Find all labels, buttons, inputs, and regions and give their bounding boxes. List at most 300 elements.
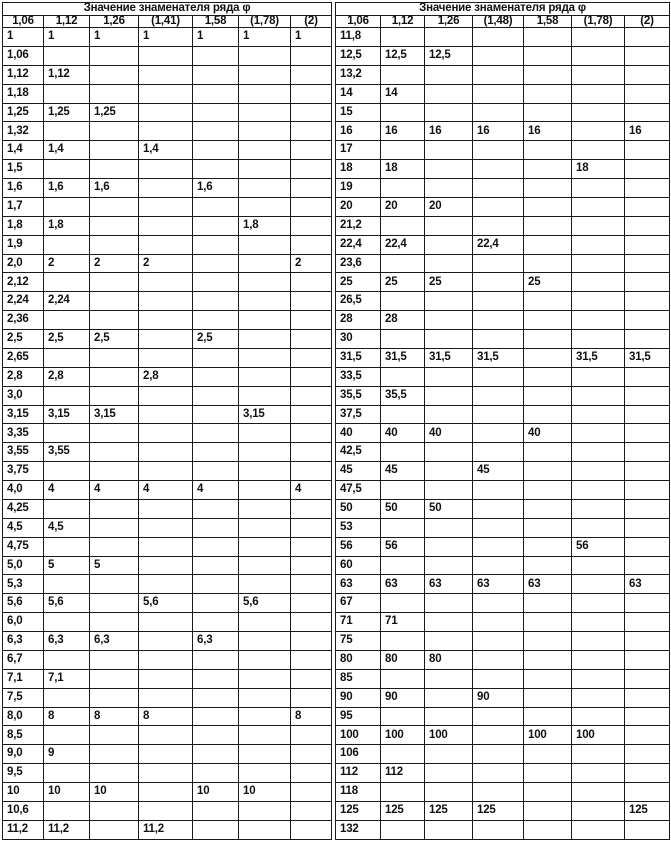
table-cell <box>625 745 670 764</box>
table-cell <box>473 443 524 462</box>
table-cell <box>524 801 572 820</box>
table-cell <box>90 273 139 292</box>
table-cell <box>425 179 473 198</box>
table-cell: 118 <box>336 783 381 802</box>
right-column-header: (1,48) <box>473 15 524 28</box>
table-cell <box>425 594 473 613</box>
table-cell <box>572 820 625 839</box>
table-cell <box>139 330 193 349</box>
table-cell: 1,5 <box>3 160 44 179</box>
right-table-row <box>336 348 670 367</box>
table-cell <box>381 481 425 500</box>
table-cell <box>139 311 193 330</box>
table-cell <box>625 443 670 462</box>
table-cell: 1,6 <box>44 179 90 198</box>
left-table-row <box>3 518 332 537</box>
table-cell <box>572 650 625 669</box>
table-cell <box>291 783 332 802</box>
table-cell: 125 <box>425 801 473 820</box>
table-cell <box>193 537 239 556</box>
table-cell <box>425 235 473 254</box>
left-table-row <box>3 613 332 632</box>
table-cell <box>381 783 425 802</box>
table-cell: 4 <box>193 481 239 500</box>
table-cell <box>90 197 139 216</box>
table-cell <box>625 405 670 424</box>
table-cell <box>524 518 572 537</box>
table-cell: 5 <box>90 556 139 575</box>
table-cell: 3,0 <box>3 386 44 405</box>
table-cell <box>139 669 193 688</box>
table-cell: 112 <box>336 764 381 783</box>
table-cell: 31,5 <box>625 348 670 367</box>
table-cell <box>291 613 332 632</box>
table-cell: 2,8 <box>3 367 44 386</box>
table-cell <box>473 386 524 405</box>
table-cell <box>425 764 473 783</box>
table-cell: 71 <box>336 613 381 632</box>
table-cell <box>425 443 473 462</box>
table-cell: 14 <box>336 84 381 103</box>
table-cell <box>239 575 291 594</box>
table-cell <box>239 160 291 179</box>
table-cell <box>44 764 90 783</box>
left-table-row <box>3 28 332 47</box>
table-cell: 31,5 <box>425 348 473 367</box>
table-cell <box>572 141 625 160</box>
table-cell: 4,75 <box>3 537 44 556</box>
table-cell <box>572 499 625 518</box>
table-cell <box>239 726 291 745</box>
table-cell: 3,15 <box>3 405 44 424</box>
table-cell: 1 <box>291 28 332 47</box>
table-cell <box>291 443 332 462</box>
table-cell <box>139 783 193 802</box>
table-cell <box>193 688 239 707</box>
table-cell: 67 <box>336 594 381 613</box>
table-cell <box>291 348 332 367</box>
right-table-row <box>336 575 670 594</box>
table-cell <box>139 801 193 820</box>
table-cell <box>291 726 332 745</box>
table-cell <box>291 820 332 839</box>
table-cell <box>524 160 572 179</box>
table-cell <box>291 424 332 443</box>
table-cell: 10,6 <box>3 801 44 820</box>
right-table-row <box>336 197 670 216</box>
table-cell <box>291 235 332 254</box>
table-cell <box>524 820 572 839</box>
table-cell <box>425 783 473 802</box>
table-cell <box>524 783 572 802</box>
table-cell: 8,0 <box>3 707 44 726</box>
table-cell <box>625 235 670 254</box>
table-cell <box>44 160 90 179</box>
table-cell <box>425 669 473 688</box>
table-cell <box>473 28 524 47</box>
table-cell <box>193 556 239 575</box>
table-cell <box>625 311 670 330</box>
table-cell: 10 <box>3 783 44 802</box>
table-cell <box>291 122 332 141</box>
table-cell <box>425 688 473 707</box>
table-cell <box>625 367 670 386</box>
table-cell: 2 <box>139 254 193 273</box>
table-cell <box>139 726 193 745</box>
table-cell <box>193 160 239 179</box>
table-cell <box>139 179 193 198</box>
left-column-header: (2) <box>291 15 332 28</box>
table-cell: 1,4 <box>44 141 90 160</box>
table-cell: 1,9 <box>3 235 44 254</box>
table-cell <box>90 386 139 405</box>
table-cell: 1,32 <box>3 122 44 141</box>
right-table-row <box>336 367 670 386</box>
table-cell <box>625 179 670 198</box>
table-cell <box>139 462 193 481</box>
right-column-header: (1,78) <box>572 15 625 28</box>
table-cell <box>90 367 139 386</box>
table-cell <box>193 707 239 726</box>
table-cell <box>291 46 332 65</box>
table-cell: 50 <box>381 499 425 518</box>
table-cell <box>625 46 670 65</box>
table-cell: 11,2 <box>44 820 90 839</box>
table-cell: 2,8 <box>44 367 90 386</box>
table-cell <box>625 669 670 688</box>
table-cell: 12,5 <box>381 46 425 65</box>
table-cell <box>193 820 239 839</box>
table-cell <box>473 726 524 745</box>
table-cell <box>425 820 473 839</box>
table-cell <box>139 197 193 216</box>
table-cell <box>44 613 90 632</box>
right-table-title: Значение знаменателя ряда φ <box>336 3 670 16</box>
table-cell <box>44 424 90 443</box>
table-cell <box>572 613 625 632</box>
table-cell <box>239 65 291 84</box>
table-cell <box>572 84 625 103</box>
table-cell <box>524 764 572 783</box>
table-cell <box>524 330 572 349</box>
table-cell <box>90 801 139 820</box>
table-cell <box>572 556 625 575</box>
table-cell <box>572 254 625 273</box>
table-cell: 35,5 <box>381 386 425 405</box>
table-cell <box>625 65 670 84</box>
table-cell <box>291 499 332 518</box>
table-cell: 8 <box>291 707 332 726</box>
table-cell: 1 <box>44 28 90 47</box>
left-table-row <box>3 122 332 141</box>
table-cell <box>139 348 193 367</box>
table-cell: 7,1 <box>44 669 90 688</box>
table-cell: 16 <box>524 122 572 141</box>
table-cell: 9,0 <box>3 745 44 764</box>
table-cell: 35,5 <box>336 386 381 405</box>
table-cell <box>239 348 291 367</box>
table-cell: 20 <box>425 197 473 216</box>
table-cell <box>473 537 524 556</box>
table-cell <box>473 367 524 386</box>
table-cell <box>193 141 239 160</box>
table-cell <box>90 424 139 443</box>
table-cell: 23,6 <box>336 254 381 273</box>
left-table-row <box>3 650 332 669</box>
table-cell: 17 <box>336 141 381 160</box>
table-cell <box>291 103 332 122</box>
table-cell: 2,24 <box>44 292 90 311</box>
table-cell: 11,2 <box>139 820 193 839</box>
table-cell <box>291 537 332 556</box>
table-cell <box>44 235 90 254</box>
table-cell: 63 <box>473 575 524 594</box>
table-cell <box>381 669 425 688</box>
table-cell: 100 <box>524 726 572 745</box>
table-cell: 1,6 <box>193 179 239 198</box>
table-cell: 4,5 <box>3 518 44 537</box>
table-cell <box>139 122 193 141</box>
left-table-row <box>3 65 332 84</box>
table-cell <box>572 65 625 84</box>
table-cell <box>381 518 425 537</box>
table-cell: 7,1 <box>3 669 44 688</box>
table-cell <box>473 216 524 235</box>
table-cell: 1,8 <box>3 216 44 235</box>
table-cell: 85 <box>336 669 381 688</box>
table-cell <box>193 254 239 273</box>
table-cell <box>572 367 625 386</box>
table-cell <box>572 481 625 500</box>
table-cell <box>291 518 332 537</box>
table-cell: 10 <box>239 783 291 802</box>
table-cell <box>239 462 291 481</box>
right-table-row <box>336 632 670 651</box>
table-cell: 12,5 <box>336 46 381 65</box>
table-cell <box>425 65 473 84</box>
table-cell <box>193 273 239 292</box>
table-cell <box>625 688 670 707</box>
table-cell <box>90 443 139 462</box>
table-cell <box>572 122 625 141</box>
table-cell: 63 <box>425 575 473 594</box>
table-cell: 50 <box>425 499 473 518</box>
table-cell <box>90 141 139 160</box>
table-cell <box>524 443 572 462</box>
table-cell: 2,8 <box>139 367 193 386</box>
table-cell: 16 <box>336 122 381 141</box>
table-cell <box>44 688 90 707</box>
table-cell <box>425 613 473 632</box>
table-cell <box>572 273 625 292</box>
right-table-row <box>336 745 670 764</box>
table-cell: 10 <box>44 783 90 802</box>
table-cell <box>193 499 239 518</box>
table-cell <box>239 292 291 311</box>
table-cell: 2,12 <box>3 273 44 292</box>
table-cell: 1 <box>239 28 291 47</box>
table-cell <box>139 613 193 632</box>
table-cell <box>44 197 90 216</box>
table-cell <box>193 216 239 235</box>
left-table-row <box>3 46 332 65</box>
table-cell <box>473 745 524 764</box>
table-cell: 3,75 <box>3 462 44 481</box>
table-cell: 4,25 <box>3 499 44 518</box>
table-cell <box>572 235 625 254</box>
table-cell <box>291 801 332 820</box>
table-cell: 11,2 <box>3 820 44 839</box>
table-cell <box>139 518 193 537</box>
table-cell <box>473 632 524 651</box>
left-column-header: 1,12 <box>44 15 90 28</box>
table-cell <box>625 783 670 802</box>
table-cell <box>239 424 291 443</box>
left-table-row <box>3 462 332 481</box>
table-cell <box>473 160 524 179</box>
table-cell <box>425 745 473 764</box>
table-cell <box>44 726 90 745</box>
table-cell: 20 <box>381 197 425 216</box>
right-table-row <box>336 160 670 179</box>
table-cell <box>239 179 291 198</box>
table-cell <box>193 348 239 367</box>
table-cell <box>239 103 291 122</box>
left-table-row <box>3 481 332 500</box>
table-cell <box>44 273 90 292</box>
table-cell <box>90 160 139 179</box>
table-cell <box>524 632 572 651</box>
table-cell <box>524 28 572 47</box>
table-cell <box>193 462 239 481</box>
table-cell: 31,5 <box>336 348 381 367</box>
table-cell <box>381 405 425 424</box>
right-table-row <box>336 556 670 575</box>
left-column-header: 1,58 <box>193 15 239 28</box>
table-cell <box>625 103 670 122</box>
table-cell: 10 <box>193 783 239 802</box>
table-cell <box>625 28 670 47</box>
table-cell <box>572 443 625 462</box>
table-cell: 7,5 <box>3 688 44 707</box>
table-cell <box>625 518 670 537</box>
table-cell: 90 <box>473 688 524 707</box>
table-cell <box>239 820 291 839</box>
table-cell: 100 <box>381 726 425 745</box>
table-cell: 1,6 <box>90 179 139 198</box>
left-column-header: 1,06 <box>3 15 44 28</box>
table-cell: 14 <box>381 84 425 103</box>
table-cell: 1,6 <box>3 179 44 198</box>
table-cell <box>625 556 670 575</box>
table-cell <box>524 499 572 518</box>
table-cell: 28 <box>381 311 425 330</box>
table-cell: 60 <box>336 556 381 575</box>
table-cell <box>524 556 572 575</box>
table-cell: 8 <box>139 707 193 726</box>
table-cell: 45 <box>473 462 524 481</box>
left-table-row <box>3 273 332 292</box>
table-cell <box>524 537 572 556</box>
table-cell: 45 <box>381 462 425 481</box>
table-cell: 1,8 <box>239 216 291 235</box>
table-cell: 9,5 <box>3 764 44 783</box>
table-cell <box>473 669 524 688</box>
right-table-row <box>336 405 670 424</box>
table-cell: 75 <box>336 632 381 651</box>
table-cell: 5,6 <box>239 594 291 613</box>
table-cell <box>524 707 572 726</box>
table-cell <box>44 650 90 669</box>
table-cell: 10 <box>90 783 139 802</box>
table-cell <box>425 292 473 311</box>
table-cell <box>239 235 291 254</box>
table-cell <box>139 745 193 764</box>
table-cell <box>44 537 90 556</box>
left-table-row <box>3 160 332 179</box>
table-cell: 4 <box>90 481 139 500</box>
right-table-panel <box>335 2 669 840</box>
table-cell <box>44 462 90 481</box>
table-cell <box>90 235 139 254</box>
table-cell: 56 <box>572 537 625 556</box>
table-cell: 22,4 <box>473 235 524 254</box>
table-cell <box>193 518 239 537</box>
table-cell <box>425 707 473 726</box>
right-table-row <box>336 292 670 311</box>
left-table-title: Значение знаменателя ряда φ <box>3 3 332 16</box>
table-cell <box>193 103 239 122</box>
table-cell <box>239 801 291 820</box>
table-cell <box>625 764 670 783</box>
table-cell <box>44 386 90 405</box>
right-table-row <box>336 46 670 65</box>
table-cell <box>473 556 524 575</box>
table-cell <box>572 518 625 537</box>
left-table-row <box>3 292 332 311</box>
table-cell <box>291 160 332 179</box>
table-cell <box>90 292 139 311</box>
table-cell <box>524 216 572 235</box>
table-cell: 28 <box>336 311 381 330</box>
table-cell <box>572 103 625 122</box>
table-cell <box>425 481 473 500</box>
table-cell <box>291 65 332 84</box>
table-cell <box>193 575 239 594</box>
table-cell: 90 <box>336 688 381 707</box>
left-table-row <box>3 632 332 651</box>
table-cell <box>473 84 524 103</box>
right-table-row <box>336 311 670 330</box>
table-cell <box>44 348 90 367</box>
table-cell <box>473 707 524 726</box>
table-cell <box>291 84 332 103</box>
table-cell <box>473 46 524 65</box>
left-table-row <box>3 594 332 613</box>
table-cell <box>572 292 625 311</box>
table-cell <box>473 405 524 424</box>
left-table-row <box>3 424 332 443</box>
table-cell <box>193 197 239 216</box>
table-cell <box>473 197 524 216</box>
table-cell <box>291 575 332 594</box>
table-cell: 20 <box>336 197 381 216</box>
table-cell <box>291 632 332 651</box>
table-cell <box>625 537 670 556</box>
table-cell <box>625 273 670 292</box>
table-cell <box>473 330 524 349</box>
table-cell: 47,5 <box>336 481 381 500</box>
